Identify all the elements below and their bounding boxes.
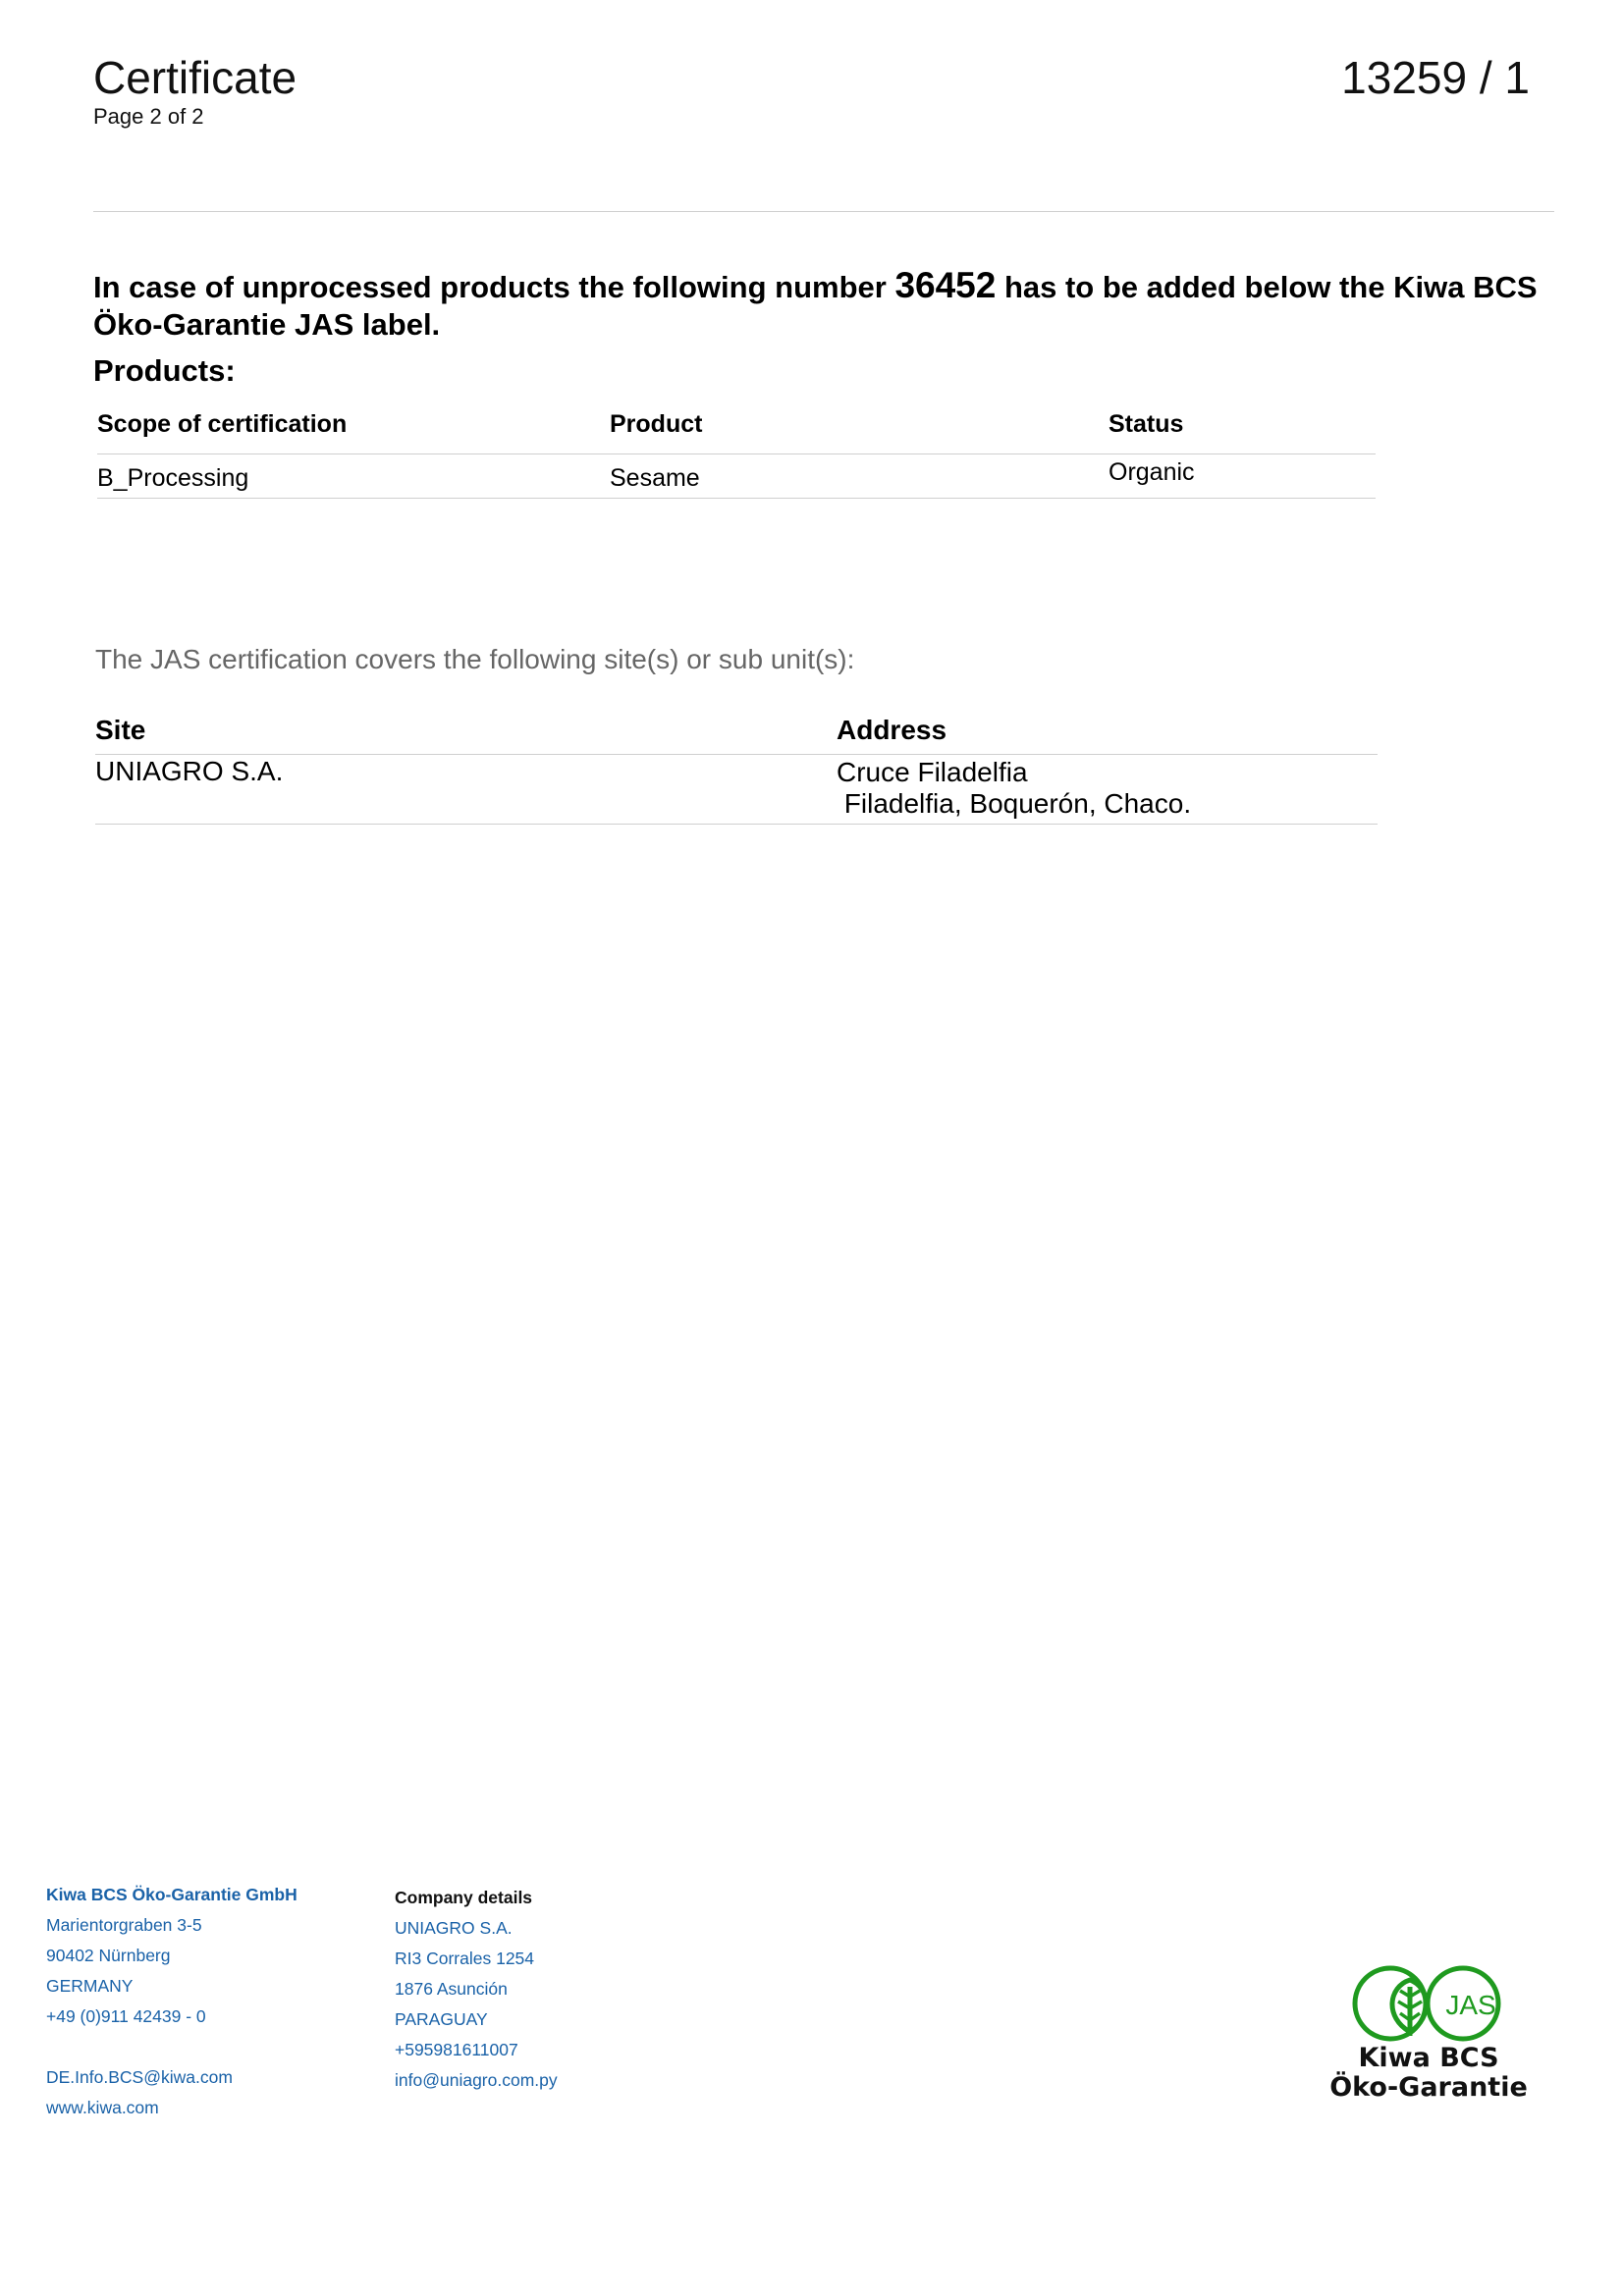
cell-status: Organic	[1109, 458, 1195, 486]
cell-scope: B_Processing	[97, 464, 249, 492]
column-header-site: Site	[95, 715, 146, 745]
company-street: RI3 Corrales 1254	[395, 1949, 535, 1968]
kiwa-jas-logo	[1324, 1963, 1534, 2103]
column-header-status: Status	[1109, 410, 1184, 438]
issuer-email-link[interactable]: DE.Info.BCS@kiwa.com	[46, 2067, 233, 2087]
issuer-contact-block	[46, 1880, 298, 2123]
issuer-website-link[interactable]: www.kiwa.com	[46, 2098, 159, 2117]
header-divider	[93, 211, 1554, 212]
sites-table-header	[95, 715, 1378, 755]
label-number: 36452	[894, 265, 997, 305]
column-header-scope: Scope of certification	[97, 410, 348, 438]
issuer-city: 90402 Nürnberg	[46, 1946, 171, 1965]
column-header-product: Product	[610, 410, 703, 438]
products-table-header	[97, 410, 1376, 454]
company-details-heading: Company details	[395, 1888, 533, 1907]
company-email-link[interactable]: info@uniagro.com.py	[395, 2070, 558, 2090]
jas-badge-text: JAS	[1445, 1990, 1496, 2020]
notice-text-after: has to be added below the Kiwa BCS Öko-Garantie JAS label.	[93, 270, 1538, 342]
cell-product: Sesame	[610, 464, 700, 492]
products-heading: Products:	[93, 353, 236, 388]
cell-site: UNIAGRO S.A.	[95, 756, 284, 786]
issuer-phone: +49 (0)911 42439 - 0	[46, 2006, 206, 2026]
company-country: PARAGUAY	[395, 2009, 488, 2029]
issuer-street: Marientorgraben 3-5	[46, 1915, 202, 1935]
column-header-address: Address	[837, 715, 947, 745]
table-row	[95, 755, 1378, 825]
company-name: UNIAGRO S.A.	[395, 1918, 513, 1938]
company-details-block	[395, 1883, 558, 2096]
certificate-number: 13259 / 1	[1341, 52, 1530, 103]
logo-line2: Öko-Garantie	[1329, 2072, 1528, 2103]
logo-line1: Kiwa BCS	[1358, 2043, 1499, 2073]
company-phone: +595981611007	[395, 2040, 518, 2059]
jas-leaf-icon	[1349, 1963, 1508, 2044]
page-indicator: Page 2 of 2	[93, 104, 204, 129]
table-row	[97, 454, 1376, 499]
notice-text-before: In case of unprocessed products the following number	[93, 270, 895, 304]
label-number-notice	[93, 267, 1586, 344]
issuer-name: Kiwa BCS Öko-Garantie GmbH	[46, 1885, 298, 1904]
cell-address-line2: Filadelfia, Boquerón, Chaco.	[837, 788, 1192, 819]
sites-intro-text: The JAS certification covers the following site(s) or sub unit(s):	[95, 644, 855, 674]
document-title: Certificate	[93, 52, 298, 103]
issuer-country: GERMANY	[46, 1976, 134, 1996]
cell-address-line1: Cruce Filadelfia	[837, 757, 1028, 787]
company-city: 1876 Asunción	[395, 1979, 508, 1999]
